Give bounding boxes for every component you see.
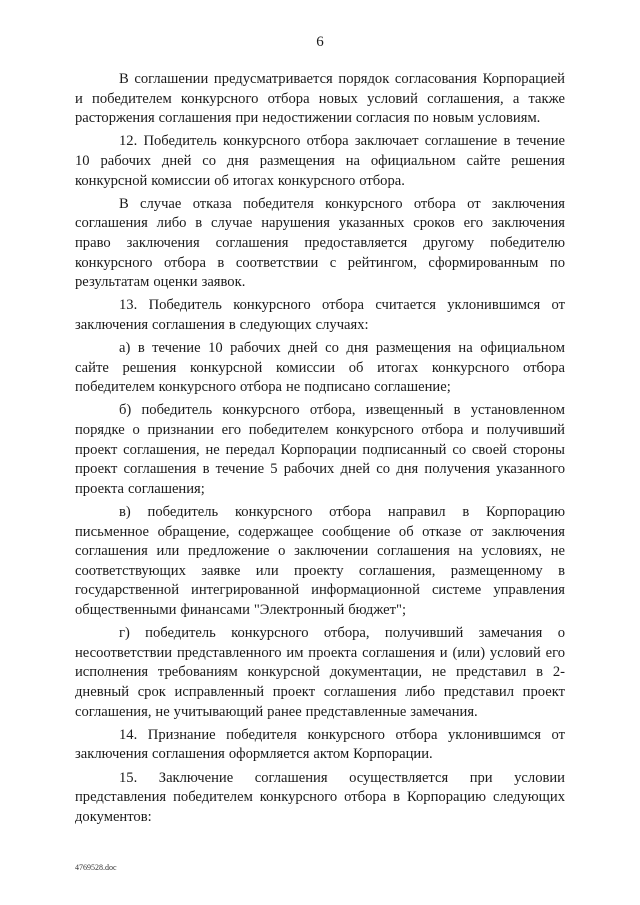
paragraph: 15. Заключение соглашения осуществляется при условии представления победителем конкурсного отбора в Корпорацию следующих документов: — [75, 769, 565, 825]
paragraph: г) победитель конкурсного отбора, получивший замечания о несоответствии представленного им проекта соглашения и (или) условий его исполнения требованиям конкурсной документации, не представил в 2-дневный срок исправленный проект соглашения либо представил проект соглашения, не учитывающий ранее представленные замечания. — [75, 625, 565, 720]
paragraph: 14. Признание победителя конкурсного отбора уклонившимся от заключения соглашения оформляется актом Корпорации. — [75, 726, 565, 763]
paragraph: 13. Победитель конкурсного отбора считается уклонившимся от заключения соглашения в следующих случаях: — [75, 297, 565, 333]
document-file-id: 4769528.doc — [75, 863, 117, 872]
paragraph: В случае отказа победителя конкурсного отбора от заключения соглашения либо в случае нарушения указанных сроков его заключения право заключения соглашения предоставляется другому победителю конкурсного отбора в соответствии с рейтингом, сформированным по результатам оценки заявок. — [75, 195, 565, 291]
paragraph: в) победитель конкурсного отбора направил в Корпорацию письменное обращение, содержащее сообщение об отказе от заключения соглашения или предложение о заключении соглашения на условиях, не соответствующих заявке или проекту соглашения, размещенному в государственной интегрированной информационной системе управления общественными финансами "Электронный бюджет"; — [75, 504, 565, 618]
paragraph: В соглашении предусматривается порядок согласования Корпорацией и победителем конкурсного отбора новых условий соглашения, а также расторжения соглашения при недостижении согласия по новым условиям. — [75, 71, 565, 127]
paragraph: 12. Победитель конкурсного отбора заключает соглашение в течение 10 рабочих дней со дня размещения на официальном сайте решения конкурсной комиссии об итогах конкурсного отбора. — [75, 133, 565, 189]
document-body — [75, 70, 565, 831]
page-number: 6 — [316, 34, 324, 50]
paragraph: б) победитель конкурсного отбора, извещенный в установленном порядке о признании его победителем конкурсного отбора и получивший проект соглашения, не передал Корпорации подписанный со своей стороны проект соглашения в течение 5 рабочих дней со дня получения указанного проекта соглашения; — [75, 402, 565, 497]
paragraph: а) в течение 10 рабочих дней со дня размещения на официальном сайте решения конкурсной комиссии об итогах конкурсного отбора победителем конкурсного отбора не подписано соглашение; — [75, 340, 565, 396]
